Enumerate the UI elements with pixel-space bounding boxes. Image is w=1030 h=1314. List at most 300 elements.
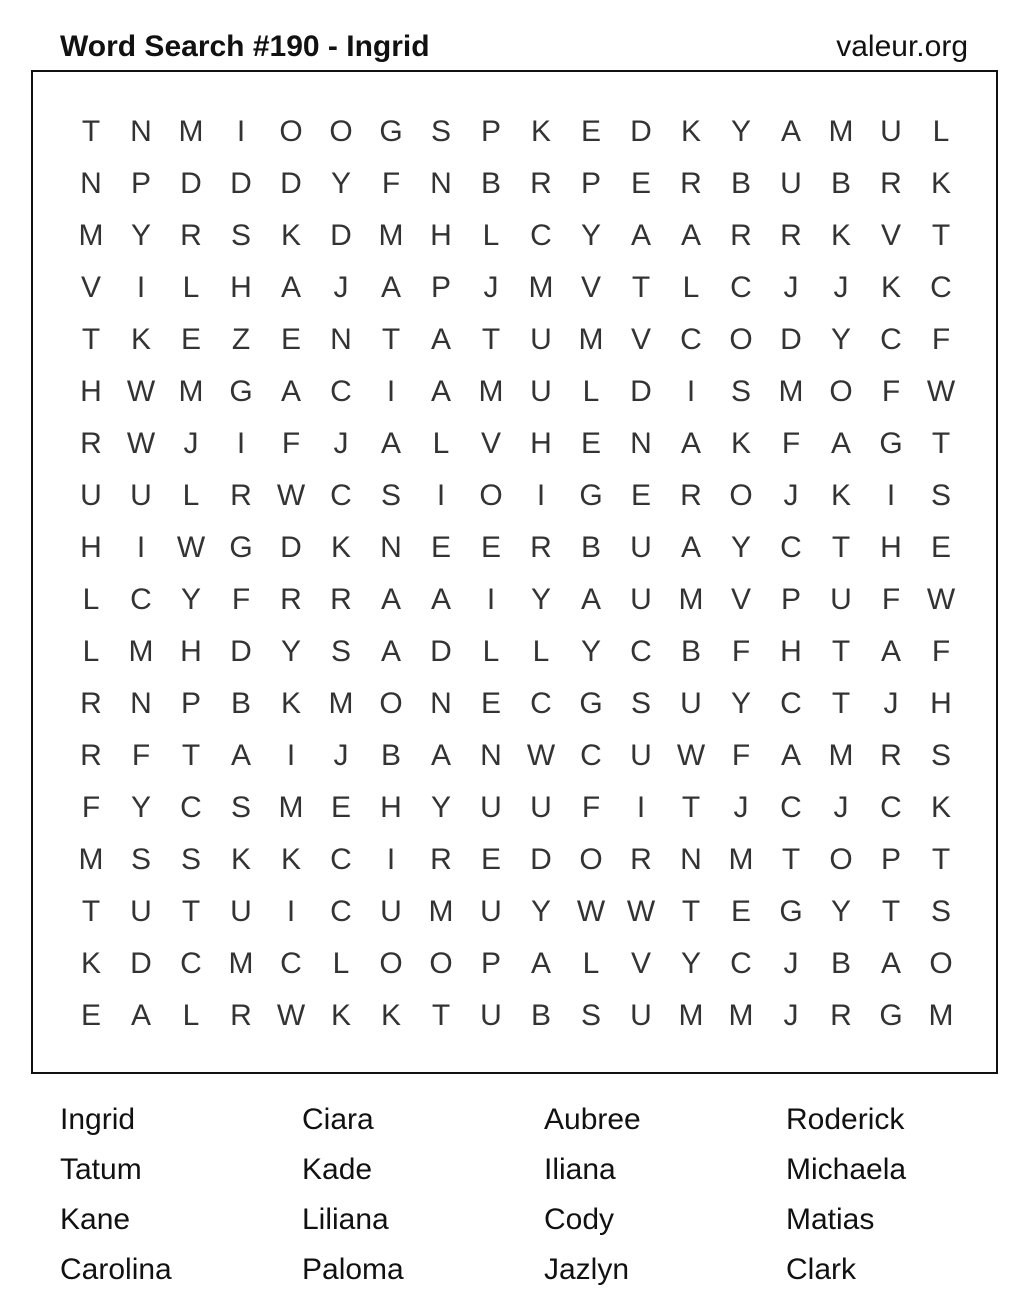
grid-cell: N	[430, 167, 452, 200]
grid-cell: C	[780, 687, 802, 720]
grid-cell: S	[930, 739, 951, 772]
grid-cell: H	[780, 635, 802, 668]
grid-cell: C	[580, 739, 602, 772]
grid-cell: I	[236, 427, 246, 460]
grid-cell: U	[880, 115, 902, 148]
grid-cell: A	[380, 427, 401, 460]
grid-cell: B	[680, 635, 701, 668]
grid-cell: M	[828, 115, 854, 148]
grid-cell: H	[230, 271, 252, 304]
grid-cell: N	[380, 531, 402, 564]
grid-cell: U	[830, 583, 852, 616]
grid-cell: M	[128, 635, 154, 668]
word-list-item: Carolina	[60, 1253, 172, 1286]
grid-cell: M	[528, 271, 554, 304]
grid-cell: P	[430, 271, 451, 304]
grid-cell: S	[180, 843, 201, 876]
grid-cell: T	[831, 687, 851, 720]
grid-cell: J	[783, 999, 799, 1032]
grid-cell: C	[730, 947, 752, 980]
word-list-item: Iliana	[544, 1153, 616, 1186]
grid-cell: T	[81, 895, 101, 928]
puzzle-box	[31, 70, 998, 1074]
puzzle-title: Word Search #190 - Ingrid	[60, 30, 430, 63]
grid-cell: O	[729, 479, 753, 512]
word-list-item: Roderick	[786, 1103, 905, 1136]
grid-cell: R	[880, 739, 902, 772]
grid-cell: R	[880, 167, 902, 200]
grid-cell: Y	[530, 895, 551, 928]
grid-cell: J	[783, 947, 799, 980]
grid-cell: F	[781, 427, 801, 460]
grid-cell: M	[678, 583, 704, 616]
grid-cell: W	[626, 895, 656, 928]
grid-cell: M	[228, 947, 254, 980]
grid-cell: C	[730, 271, 752, 304]
grid-cell: D	[180, 167, 202, 200]
grid-cell: I	[686, 375, 696, 408]
grid-cell: U	[480, 791, 502, 824]
grid-cell: I	[886, 479, 896, 512]
grid-cell: S	[630, 687, 651, 720]
grid-cell: M	[728, 999, 754, 1032]
grid-cell: W	[276, 479, 306, 512]
grid-cell: D	[330, 219, 352, 252]
grid-cell: D	[230, 167, 252, 200]
grid-cell: A	[130, 999, 151, 1032]
grid-cell: E	[580, 427, 601, 460]
grid-cell: K	[830, 219, 851, 252]
grid-cell: A	[380, 271, 401, 304]
grid-cell: S	[580, 999, 601, 1032]
grid-cell: M	[178, 375, 204, 408]
grid-cell: L	[482, 219, 500, 252]
grid-cell: D	[230, 635, 252, 668]
grid-cell: G	[779, 895, 803, 928]
grid-cell: F	[231, 583, 251, 616]
grid-cell: E	[480, 687, 501, 720]
grid-cell: T	[881, 895, 901, 928]
grid-cell: P	[580, 167, 601, 200]
grid-cell: B	[730, 167, 751, 200]
grid-cell: D	[430, 635, 452, 668]
grid-cell: C	[330, 895, 352, 928]
grid-cell: V	[880, 219, 901, 252]
word-list-item: Kane	[60, 1203, 131, 1236]
grid-cell: F	[131, 739, 151, 772]
grid-cell: R	[330, 583, 352, 616]
grid-cell: H	[530, 427, 552, 460]
grid-cell: W	[276, 999, 306, 1032]
grid-cell: D	[630, 375, 652, 408]
grid-cell: L	[532, 635, 550, 668]
grid-cell: H	[80, 531, 102, 564]
grid-cell: D	[280, 531, 302, 564]
grid-cell: A	[680, 531, 701, 564]
grid-cell: Y	[830, 895, 851, 928]
grid-cell: R	[80, 739, 102, 772]
grid-cell: L	[82, 635, 100, 668]
grid-cell: T	[681, 791, 701, 824]
grid-cell: I	[386, 843, 396, 876]
grid-cell: N	[480, 739, 502, 772]
grid-cell: A	[430, 375, 451, 408]
grid-cell: L	[932, 115, 950, 148]
grid-cell: S	[730, 375, 751, 408]
grid-cell: J	[833, 791, 849, 824]
grid-cell: J	[783, 479, 799, 512]
grid-cell: T	[681, 895, 701, 928]
grid-cell: T	[781, 843, 801, 876]
grid-cell: J	[483, 271, 499, 304]
grid-cell: B	[230, 687, 251, 720]
grid-cell: A	[680, 219, 701, 252]
grid-cell: S	[930, 479, 951, 512]
grid-cell: O	[929, 947, 953, 980]
grid-cell: J	[833, 271, 849, 304]
grid-cell: U	[80, 479, 102, 512]
grid-cell: I	[136, 271, 146, 304]
grid-cell: T	[81, 323, 101, 356]
grid-cell: T	[431, 999, 451, 1032]
grid-cell: Y	[730, 115, 751, 148]
grid-cell: V	[730, 583, 751, 616]
grid-cell: E	[480, 843, 501, 876]
grid-cell: F	[381, 167, 401, 200]
grid-cell: Y	[580, 219, 601, 252]
grid-cell: B	[380, 739, 401, 772]
grid-cell: K	[280, 843, 301, 876]
grid-cell: V	[480, 427, 501, 460]
grid-cell: J	[783, 271, 799, 304]
grid-cell: V	[630, 947, 651, 980]
grid-cell: P	[480, 947, 501, 980]
grid-cell: R	[530, 531, 552, 564]
grid-cell: A	[780, 739, 801, 772]
grid-cell: M	[78, 843, 104, 876]
grid-cell: W	[526, 739, 556, 772]
grid-cell: G	[879, 427, 903, 460]
grid-cell: U	[630, 739, 652, 772]
grid-cell: R	[780, 219, 802, 252]
grid-cell: E	[630, 167, 651, 200]
grid-cell: I	[236, 115, 246, 148]
grid-cell: K	[930, 167, 951, 200]
grid-cell: Y	[730, 531, 751, 564]
grid-cell: M	[428, 895, 454, 928]
grid-cell: Z	[231, 323, 251, 356]
grid-cell: F	[881, 375, 901, 408]
grid-cell: R	[230, 999, 252, 1032]
grid-cell: A	[680, 427, 701, 460]
grid-cell: Y	[180, 583, 201, 616]
grid-cell: L	[582, 947, 600, 980]
grid-cell: N	[430, 687, 452, 720]
grid-cell: H	[180, 635, 202, 668]
grid-cell: C	[330, 375, 352, 408]
grid-cell: A	[430, 323, 451, 356]
grid-cell: L	[582, 375, 600, 408]
word-list-item: Liliana	[302, 1203, 389, 1236]
grid-cell: R	[680, 167, 702, 200]
grid-cell: G	[229, 375, 253, 408]
grid-cell: A	[580, 583, 601, 616]
grid-cell: L	[482, 635, 500, 668]
grid-cell: R	[730, 219, 752, 252]
grid-cell: Y	[430, 791, 451, 824]
grid-cell: F	[281, 427, 301, 460]
grid-cell: S	[380, 479, 401, 512]
grid-cell: K	[730, 427, 751, 460]
grid-cell: T	[381, 323, 401, 356]
grid-cell: U	[630, 999, 652, 1032]
word-list-item: Clark	[786, 1253, 857, 1286]
grid-cell: D	[130, 947, 152, 980]
grid-cell: M	[178, 115, 204, 148]
grid-cell: O	[329, 115, 353, 148]
grid-cell: Y	[330, 167, 351, 200]
grid-cell: E	[330, 791, 351, 824]
grid-cell: K	[680, 115, 701, 148]
grid-cell: L	[182, 999, 200, 1032]
grid-cell: T	[181, 739, 201, 772]
grid-cell: M	[478, 375, 504, 408]
grid-cell: A	[830, 427, 851, 460]
grid-cell: O	[579, 843, 603, 876]
grid-cell: M	[778, 375, 804, 408]
grid-cell: K	[880, 271, 901, 304]
word-list	[60, 1098, 1028, 1298]
grid-cell: C	[530, 687, 552, 720]
grid-cell: S	[230, 791, 251, 824]
grid-cell: A	[880, 635, 901, 668]
grid-cell: G	[579, 687, 603, 720]
word-list-item: Ingrid	[60, 1103, 136, 1136]
grid-cell: G	[229, 531, 253, 564]
grid-cell: R	[830, 999, 852, 1032]
grid-cell: W	[676, 739, 706, 772]
grid-cell: K	[330, 531, 351, 564]
grid-cell: K	[280, 219, 301, 252]
grid-cell: N	[330, 323, 352, 356]
grid-cell: Y	[580, 635, 601, 668]
grid-cell: G	[879, 999, 903, 1032]
grid-cell: C	[880, 323, 902, 356]
grid-cell: L	[332, 947, 350, 980]
grid-cell: C	[530, 219, 552, 252]
grid-cell: A	[880, 947, 901, 980]
grid-cell: D	[780, 323, 802, 356]
grid-cell: F	[881, 583, 901, 616]
grid-cell: Y	[530, 583, 551, 616]
grid-cell: R	[530, 167, 552, 200]
grid-cell: T	[931, 427, 951, 460]
grid-cell: Y	[680, 947, 701, 980]
grid-cell: F	[581, 791, 601, 824]
grid-cell: P	[880, 843, 901, 876]
grid-cell: P	[480, 115, 501, 148]
word-list-item: Matias	[786, 1203, 875, 1236]
grid-cell: Y	[730, 687, 751, 720]
grid-cell: E	[730, 895, 751, 928]
grid-cell: N	[680, 843, 702, 876]
grid-cell: I	[536, 479, 546, 512]
grid-cell: B	[530, 999, 551, 1032]
word-list-item: Aubree	[544, 1103, 641, 1136]
grid-cell: S	[330, 635, 351, 668]
grid-cell: F	[931, 635, 951, 668]
grid-cell: V	[80, 271, 101, 304]
grid-cell: I	[386, 375, 396, 408]
grid-cell: J	[183, 427, 199, 460]
grid-cell: N	[80, 167, 102, 200]
grid-cell: T	[81, 115, 101, 148]
grid-cell: W	[576, 895, 606, 928]
grid-cell: B	[830, 167, 851, 200]
grid-cell: T	[631, 271, 651, 304]
grid-cell: E	[630, 479, 651, 512]
grid-cell: N	[630, 427, 652, 460]
grid-cell: F	[81, 791, 101, 824]
grid-cell: U	[230, 895, 252, 928]
grid-cell: R	[680, 479, 702, 512]
word-list-item: Kade	[302, 1153, 373, 1186]
grid-cell: B	[480, 167, 501, 200]
grid-cell: R	[180, 219, 202, 252]
grid-cell: C	[130, 583, 152, 616]
word-list-item: Ciara	[302, 1103, 374, 1136]
grid-cell: U	[530, 791, 552, 824]
grid-cell: W	[176, 531, 206, 564]
grid-cell: E	[930, 531, 951, 564]
grid-cell: N	[130, 687, 152, 720]
grid-cell: S	[130, 843, 151, 876]
grid-cell: C	[280, 947, 302, 980]
grid-cell: C	[330, 479, 352, 512]
grid-cell: D	[630, 115, 652, 148]
grid-cell: O	[379, 687, 403, 720]
grid-cell: S	[430, 115, 451, 148]
grid-cell: K	[380, 999, 401, 1032]
grid-cell: N	[130, 115, 152, 148]
grid-cell: U	[380, 895, 402, 928]
grid-cell: O	[479, 479, 503, 512]
grid-cell: A	[630, 219, 651, 252]
grid-cell: O	[829, 375, 853, 408]
grid-cell: U	[530, 323, 552, 356]
grid-cell: O	[429, 947, 453, 980]
word-list-item: Michaela	[786, 1153, 907, 1186]
grid-cell: I	[486, 583, 496, 616]
letter-grid	[66, 106, 966, 1042]
grid-cell: U	[130, 479, 152, 512]
grid-cell: K	[330, 999, 351, 1032]
grid-cell: K	[80, 947, 101, 980]
grid-cell: U	[630, 531, 652, 564]
grid-cell: C	[330, 843, 352, 876]
grid-cell: C	[630, 635, 652, 668]
grid-cell: S	[230, 219, 251, 252]
grid-cell: C	[180, 791, 202, 824]
grid-cell: O	[829, 843, 853, 876]
grid-cell: C	[880, 791, 902, 824]
grid-cell: M	[578, 323, 604, 356]
grid-cell: F	[731, 739, 751, 772]
grid-cell: C	[780, 531, 802, 564]
grid-cell: M	[328, 687, 354, 720]
grid-cell: B	[580, 531, 601, 564]
grid-cell: A	[230, 739, 251, 772]
grid-cell: E	[180, 323, 201, 356]
grid-cell: K	[130, 323, 151, 356]
grid-cell: C	[680, 323, 702, 356]
grid-cell: E	[280, 323, 301, 356]
grid-cell: W	[926, 583, 956, 616]
grid-cell: A	[530, 947, 551, 980]
grid-cell: L	[82, 583, 100, 616]
grid-cell: W	[926, 375, 956, 408]
grid-cell: W	[126, 375, 156, 408]
grid-cell: A	[380, 583, 401, 616]
grid-cell: J	[883, 687, 899, 720]
grid-cell: W	[126, 427, 156, 460]
grid-cell: L	[182, 271, 200, 304]
grid-cell: J	[733, 791, 749, 824]
grid-cell: C	[780, 791, 802, 824]
grid-cell: M	[678, 999, 704, 1032]
site-name: valeur.org	[836, 30, 968, 63]
grid-cell: U	[480, 895, 502, 928]
grid-cell: L	[432, 427, 450, 460]
grid-cell: M	[728, 843, 754, 876]
grid-cell: T	[181, 895, 201, 928]
grid-cell: A	[280, 271, 301, 304]
grid-cell: H	[430, 219, 452, 252]
grid-cell: U	[680, 687, 702, 720]
grid-cell: O	[379, 947, 403, 980]
grid-cell: G	[579, 479, 603, 512]
grid-cell: R	[230, 479, 252, 512]
grid-cell: M	[378, 219, 404, 252]
grid-cell: A	[780, 115, 801, 148]
grid-cell: O	[729, 323, 753, 356]
grid-cell: E	[430, 531, 451, 564]
grid-cell: I	[436, 479, 446, 512]
grid-cell: U	[130, 895, 152, 928]
grid-cell: P	[780, 583, 801, 616]
grid-cell: Y	[130, 219, 151, 252]
grid-cell: I	[136, 531, 146, 564]
grid-cell: V	[630, 323, 651, 356]
grid-cell: P	[130, 167, 151, 200]
grid-cell: C	[930, 271, 952, 304]
word-list-item: Paloma	[302, 1253, 404, 1286]
grid-cell: G	[379, 115, 403, 148]
grid-cell: E	[580, 115, 601, 148]
grid-cell: R	[430, 843, 452, 876]
grid-cell: K	[530, 115, 551, 148]
grid-cell: L	[682, 271, 700, 304]
grid-cell: A	[380, 635, 401, 668]
grid-cell: U	[630, 583, 652, 616]
grid-cell: S	[930, 895, 951, 928]
grid-cell: A	[430, 739, 451, 772]
grid-cell: Y	[130, 791, 151, 824]
grid-cell: E	[80, 999, 101, 1032]
grid-cell: R	[80, 427, 102, 460]
grid-cell: A	[430, 583, 451, 616]
grid-cell: R	[630, 843, 652, 876]
